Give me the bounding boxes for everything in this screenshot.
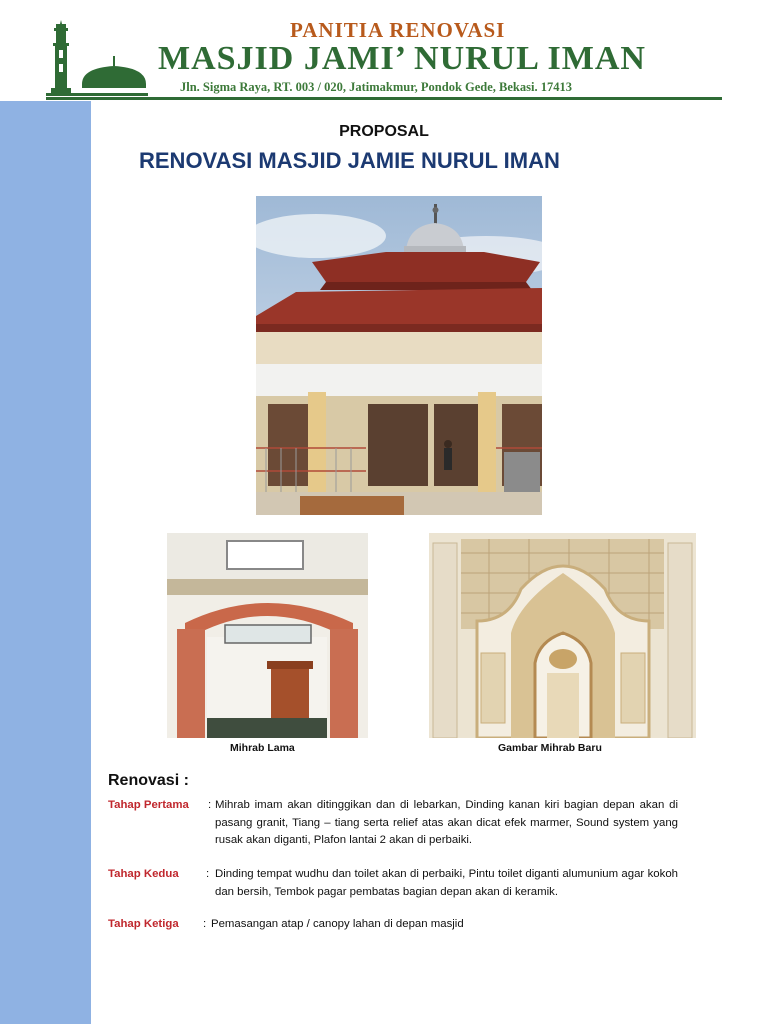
stage-3-text: Pemasangan atap / canopy lahan di depan masjid bbox=[211, 918, 464, 930]
new-mihrab-image bbox=[429, 533, 696, 738]
stage-1-text: Mihrab imam akan ditinggikan dan di lebarkan, Dinding kanan kiri bagian depan akan di pasang granit, Tiang – tiang serta relief atas akan dicat efek marmer, Sound system yang rusak akan diganti, Plafon lantai 2 akan di perbaiki. bbox=[215, 799, 678, 846]
stage-3 bbox=[108, 916, 678, 934]
committee-title: PANITIA RENOVASI bbox=[290, 18, 506, 42]
old-mihrab-caption: Mihrab Lama bbox=[230, 742, 295, 754]
stage-3-label: Tahap Ketiga bbox=[108, 918, 179, 930]
renovation-heading: Renovasi : bbox=[108, 772, 189, 789]
stage-2-text: Dinding tempat wudhu dan toilet akan di perbaiki, Pintu toilet diganti alumunium agar kokoh dan bersih, Tembok pagar pembatas bagian depan akan di keramik. bbox=[215, 868, 678, 898]
stage-2-label: Tahap Kedua bbox=[108, 868, 179, 880]
document-type: PROPOSAL bbox=[339, 123, 429, 140]
mosque-exterior-photo bbox=[256, 196, 542, 515]
stage-3-colon: : bbox=[203, 918, 207, 930]
stage-1 bbox=[108, 797, 678, 867]
document-title: RENOVASI MASJID JAMIE NURUL IMAN bbox=[139, 148, 560, 173]
mosque-name: MASJID JAMI’ NURUL IMAN bbox=[158, 40, 646, 77]
new-mihrab-caption: Gambar Mihrab Baru bbox=[498, 742, 602, 754]
stage-2 bbox=[108, 866, 678, 919]
stage-1-label: Tahap Pertama bbox=[108, 799, 189, 811]
stage-1-colon: : bbox=[208, 799, 212, 811]
mosque-logo bbox=[42, 18, 152, 98]
stage-2-colon: : bbox=[206, 868, 210, 880]
mosque-address: Jln. Sigma Raya, RT. 003 / 020, Jatimakmur, Pondok Gede, Bekasi. 17413 bbox=[180, 80, 572, 94]
old-mihrab-photo bbox=[167, 533, 368, 738]
header-divider bbox=[46, 97, 722, 100]
side-bar bbox=[0, 101, 91, 1024]
